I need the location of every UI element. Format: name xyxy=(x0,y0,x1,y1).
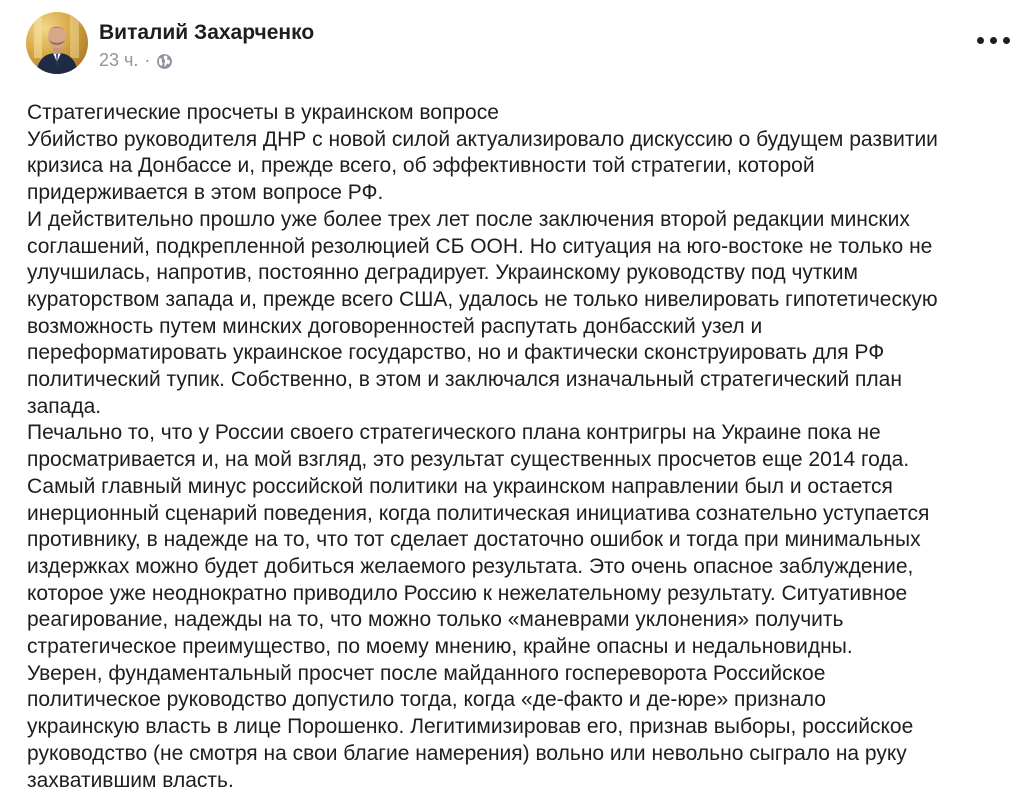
author-name[interactable]: Виталий Захарченко xyxy=(99,21,315,44)
meta-separator: · xyxy=(144,50,151,70)
post-line: руководство (не смотря на свои благие намерения) вольно или невольно сыграло на руку xyxy=(27,741,907,765)
post-line: Самый главный минус российской политики на украинском направлении был и остается xyxy=(27,474,893,498)
post-line: украинскую власть в лице Порошенко. Легитимизировав его, признав выборы, российское xyxy=(27,715,914,739)
post-line: улучшилась, напротив, постоянно деградирует. Украинскому руководству под чутким xyxy=(27,261,858,285)
post-line: Убийство руководителя ДНР с новой силой актуализировало дискуссию о будущем развитии xyxy=(27,127,938,151)
post-line: Уверен, фундаментальный просчет после майданного госпереворота Российское xyxy=(27,661,826,685)
post-line: стратегическое преимущество, по моему мнению, крайне опасны и недальновидны. xyxy=(27,635,853,659)
post-text xyxy=(27,100,1007,794)
post-line: возможность путем минских договоренностей распутать донбасский узел и xyxy=(27,314,763,338)
post-line: издержках можно будет добиться желаемого результата. Это очень опасное заблуждение, xyxy=(27,554,914,578)
avatar[interactable] xyxy=(26,12,88,74)
post-line: реагирование, надежды на то, что можно только «маневрами уклонения» получить xyxy=(27,608,844,632)
post-timestamp[interactable]: 23 ч. xyxy=(99,50,139,70)
post-line: запада. xyxy=(27,394,102,418)
post-line: политическое руководство допустило тогда, когда «де-факто и де-юре» признало xyxy=(27,688,826,712)
post-line: кризиса на Донбассе и, прежде всего, об эффективности той стратегии, которой xyxy=(27,154,815,178)
post-line: просматривается и, на мой взгляд, это результат существенных просчетов еще 2014 года. xyxy=(27,448,910,472)
post-line: политический тупик. Собственно, в этом и заключался изначальный стратегический план xyxy=(27,368,902,392)
more-options-icon[interactable] xyxy=(974,34,1014,50)
post-line: Стратегические просчеты в украинском вопросе xyxy=(27,101,499,124)
post-line: захватившим власть. xyxy=(27,768,234,792)
post-meta xyxy=(99,50,173,71)
post-line: противнику, в надежде на то, что тот сделает достаточно ошибок и тогда при минимальных xyxy=(27,528,921,552)
post-line: кураторством запада и, прежде всего США, удалось не только нивелировать гипотетическую xyxy=(27,287,938,311)
post-line: Печально то, что у России своего стратегического плана контригры на Украине пока не xyxy=(27,421,881,445)
post-line: И действительно прошло уже более трех лет после заключения второй редакции минских xyxy=(27,207,910,231)
avatar-photo-icon xyxy=(26,12,88,74)
post-header xyxy=(26,12,1014,76)
post-line: придерживается в этом вопросе РФ. xyxy=(27,181,384,205)
post-line: которое уже неоднократно приводило Россию к нежелательному результату. Ситуативное xyxy=(27,581,908,605)
post-line: инерционный сценарий поведения, когда политическая инициатива сознательно уступается xyxy=(27,501,930,525)
post-line: соглашений, подкрепленной резолюцией СБ ООН. Но ситуация на юго-востоке не только не xyxy=(27,234,933,258)
post-line: переформатировать украинское государство, но и фактически сконструировать для РФ xyxy=(27,341,885,365)
globe-icon xyxy=(156,53,173,70)
